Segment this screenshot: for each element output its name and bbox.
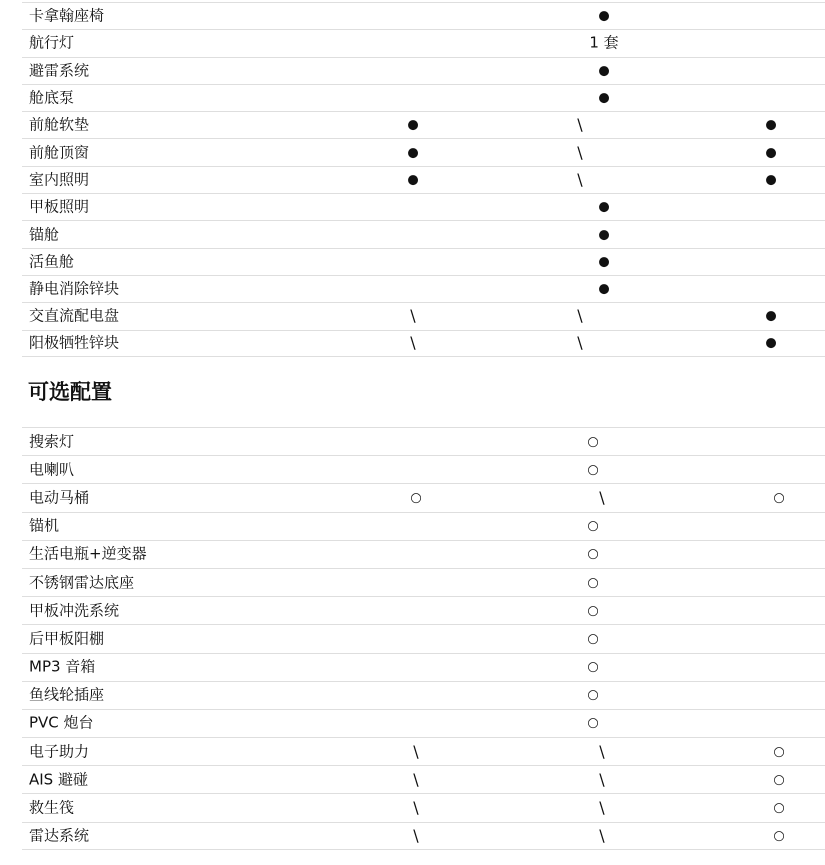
row-label: 后甲板阳棚 [29, 629, 105, 648]
config-row [22, 512, 825, 540]
column-1-indicator: \ [410, 306, 416, 326]
column-1-indicator: \ [413, 825, 419, 845]
config-row [22, 540, 825, 568]
row-label: 救生筏 [29, 798, 75, 817]
standard-config-table [22, 2, 825, 357]
column-3-indicator: ● [765, 117, 777, 133]
config-row [22, 483, 825, 511]
column-2-indicator: \ [599, 825, 605, 845]
row-label: 雷达系统 [29, 826, 90, 845]
config-row [22, 220, 825, 247]
column-1-indicator: \ [410, 333, 416, 353]
shared-value: 1 套 [589, 33, 619, 52]
column-3-indicator: ○ [773, 744, 785, 760]
config-row [22, 2, 825, 29]
shared-indicator: ○ [587, 603, 599, 619]
row-label: 锚舱 [29, 225, 60, 244]
row-label: 交直流配电盘 [29, 306, 120, 325]
row-label: 卡拿翰座椅 [29, 6, 105, 25]
shared-indicator: ○ [587, 518, 599, 534]
optional-config-table [22, 427, 825, 850]
row-label: 电动马桶 [29, 488, 90, 507]
row-label: PVC 炮台 [29, 713, 94, 732]
column-3-indicator: ○ [773, 772, 785, 788]
row-label: 生活电瓶+逆变器 [29, 544, 147, 563]
column-3-indicator: ● [765, 308, 777, 324]
column-1-indicator: \ [413, 798, 419, 818]
row-label: 前舱顶窗 [29, 143, 90, 162]
column-1-indicator: ● [407, 172, 419, 188]
config-row [22, 302, 825, 329]
config-row [22, 57, 825, 84]
config-row [22, 330, 825, 357]
shared-indicator: ○ [587, 575, 599, 591]
column-3-indicator: ● [765, 145, 777, 161]
row-label: 电子助力 [29, 742, 90, 761]
config-row [22, 681, 825, 709]
row-label: MP3 音箱 [29, 657, 96, 676]
shared-indicator: ● [598, 90, 610, 106]
config-row [22, 737, 825, 765]
config-row [22, 709, 825, 737]
column-3-indicator: ○ [773, 828, 785, 844]
config-row [22, 29, 825, 56]
shared-indicator: ● [598, 199, 610, 215]
config-row [22, 765, 825, 793]
column-3-indicator: ○ [773, 800, 785, 816]
shared-indicator: ○ [587, 434, 599, 450]
shared-indicator: ● [598, 227, 610, 243]
row-label: 不锈钢雷达底座 [29, 573, 135, 592]
column-1-indicator: \ [413, 769, 419, 789]
row-label: 阳极牺牲锌块 [29, 333, 120, 352]
config-row [22, 568, 825, 596]
shared-indicator: ○ [587, 715, 599, 731]
config-row [22, 166, 825, 193]
column-2-indicator: \ [599, 487, 605, 507]
shared-indicator: ○ [587, 659, 599, 675]
column-2-indicator: \ [577, 142, 583, 162]
row-label: 活鱼舱 [29, 252, 75, 271]
row-label: 航行灯 [29, 33, 75, 52]
column-2-indicator: \ [599, 741, 605, 761]
column-3-indicator: ○ [773, 490, 785, 506]
shared-indicator: ○ [587, 546, 599, 562]
config-row [22, 653, 825, 681]
row-label: 避雷系统 [29, 61, 90, 80]
column-2-indicator: \ [577, 306, 583, 326]
section-title: 可选配置 [28, 380, 112, 404]
shared-indicator: ● [598, 8, 610, 24]
column-2-indicator: \ [599, 769, 605, 789]
shared-indicator: ○ [587, 687, 599, 703]
row-label: 甲板照明 [29, 197, 90, 216]
config-row [22, 596, 825, 624]
column-2-indicator: \ [577, 333, 583, 353]
row-label: 电喇叭 [29, 460, 75, 479]
config-row [22, 624, 825, 652]
config-row [22, 248, 825, 275]
column-2-indicator: \ [599, 798, 605, 818]
config-row [22, 822, 825, 850]
config-row [22, 275, 825, 302]
config-row [22, 138, 825, 165]
shared-indicator: ● [598, 63, 610, 79]
shared-indicator: ○ [587, 631, 599, 647]
config-row [22, 111, 825, 138]
row-label: 锚机 [29, 516, 60, 535]
shared-indicator: ○ [587, 462, 599, 478]
column-1-indicator: ● [407, 117, 419, 133]
config-row [22, 84, 825, 111]
column-1-indicator: ● [407, 145, 419, 161]
column-2-indicator: \ [577, 169, 583, 189]
shared-indicator: ● [598, 254, 610, 270]
column-1-indicator: \ [413, 741, 419, 761]
row-label: 舱底泵 [29, 88, 75, 107]
row-label: 鱼线轮插座 [29, 685, 105, 704]
row-label: AIS 避碰 [29, 770, 88, 789]
row-label: 前舱软垫 [29, 115, 90, 134]
column-3-indicator: ● [765, 172, 777, 188]
config-row [22, 793, 825, 821]
row-label: 甲板冲洗系统 [29, 601, 120, 620]
column-2-indicator: \ [577, 115, 583, 135]
column-3-indicator: ● [765, 335, 777, 351]
column-1-indicator: ○ [410, 490, 422, 506]
config-row [22, 193, 825, 220]
shared-indicator: ● [598, 281, 610, 297]
row-label: 搜索灯 [29, 432, 75, 451]
config-row [22, 455, 825, 483]
row-label: 静电消除锌块 [29, 279, 120, 298]
row-label: 室内照明 [29, 170, 90, 189]
config-row [22, 427, 825, 455]
